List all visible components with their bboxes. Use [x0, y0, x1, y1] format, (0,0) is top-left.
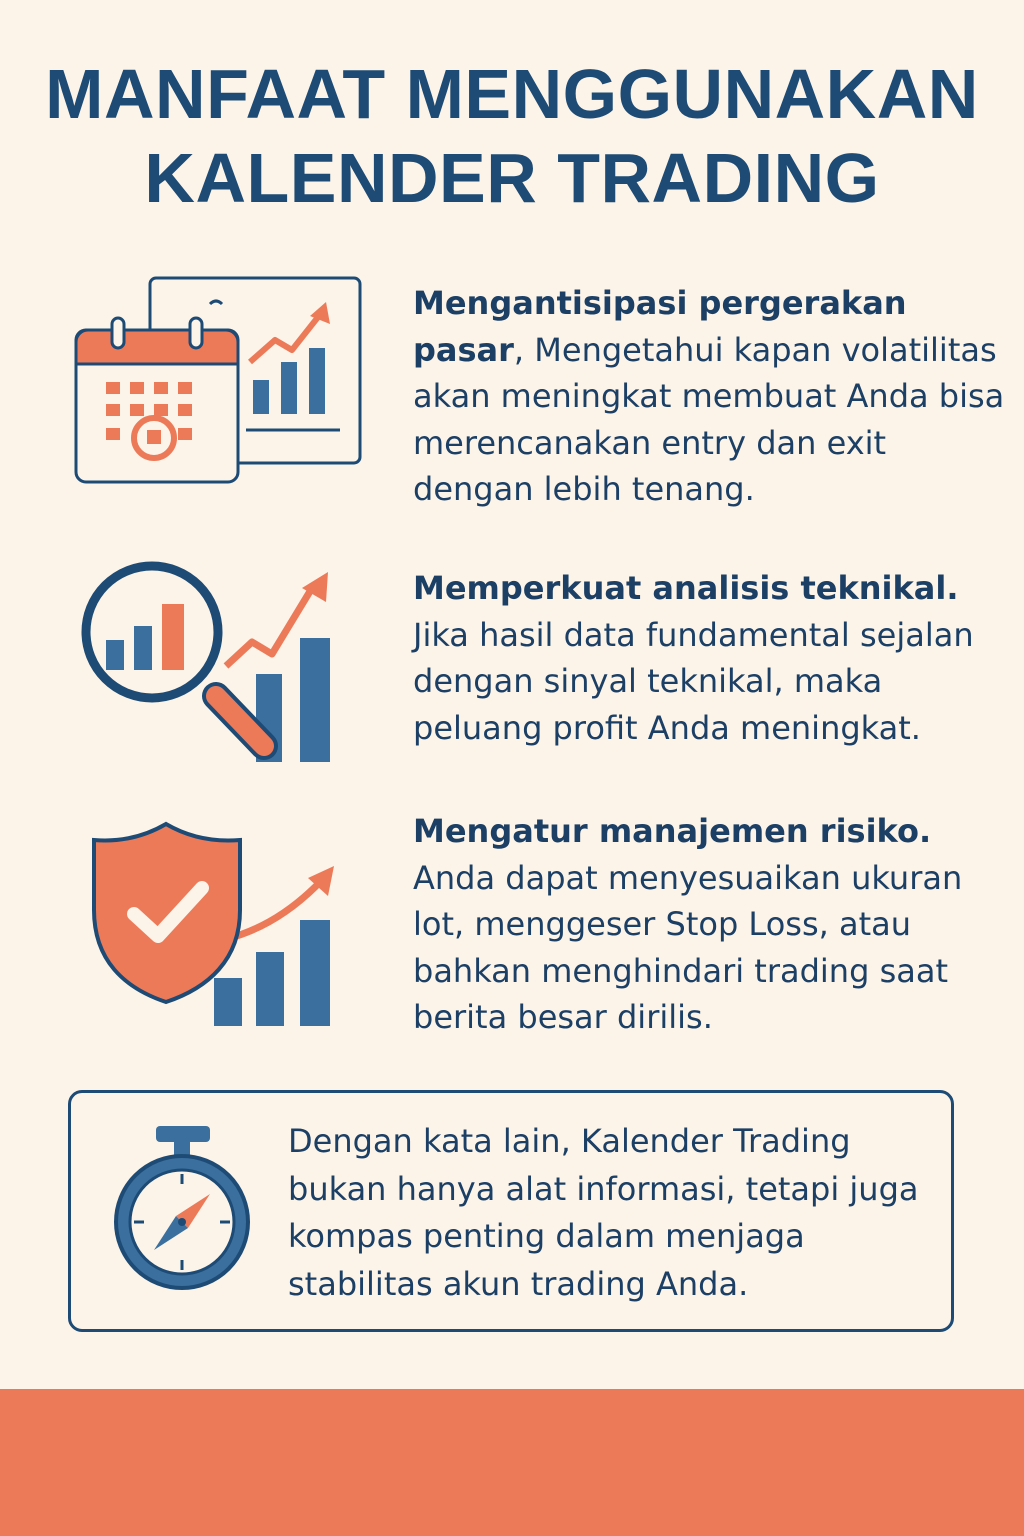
footer-band	[0, 1389, 1024, 1536]
magnifier-chart-icon	[76, 556, 346, 771]
title-line-1: MANFAAT MENGGUNAKAN	[45, 55, 979, 133]
page-title	[0, 52, 1024, 220]
benefit-heading-3: Mengatur manajemen risiko.	[413, 812, 932, 850]
benefit-heading-2: Memperkuat analisis teknikal.	[413, 569, 959, 607]
benefit-text-2	[413, 565, 1013, 751]
benefit-body-3: Anda dapat menyesuaikan ukuran lot, menggeser Stop Loss, atau bahkan menghindari trading saat berita besar dirilis.	[413, 858, 963, 1036]
calendar-chart-icon	[70, 272, 370, 492]
benefit-text-1: Mengantisipasi pergerakan pasar, Mengetahui kapan volatilitas akan meningkat membuat Anda bisa merencanakan entry dan exit dengan lebih tenang.	[413, 284, 1005, 508]
stopwatch-compass-icon	[104, 1122, 254, 1292]
benefit-heading-1: Mengantisipasi pergerakan pasar	[413, 284, 907, 369]
title-line-2: KALENDER TRADING	[144, 139, 880, 217]
benefit-body-1: Mengetahui kapan volatilitas akan meningkat membuat Anda bisa merencanakan entry dan exit dengan lebih tenang.	[413, 330, 1005, 508]
benefit-body-2: Jika hasil data fundamental sejalan dengan sinyal teknikal, maka peluang profit Anda meningkat.	[413, 615, 974, 747]
summary-text: Dengan kata lain, Kalender Trading bukan hanya alat informasi, tetapi juga kompas penting dalam menjaga stabilitas akun trading Anda.	[288, 1122, 919, 1303]
benefit-text-3	[413, 808, 1013, 1041]
shield-check-chart-icon	[90, 818, 340, 1033]
